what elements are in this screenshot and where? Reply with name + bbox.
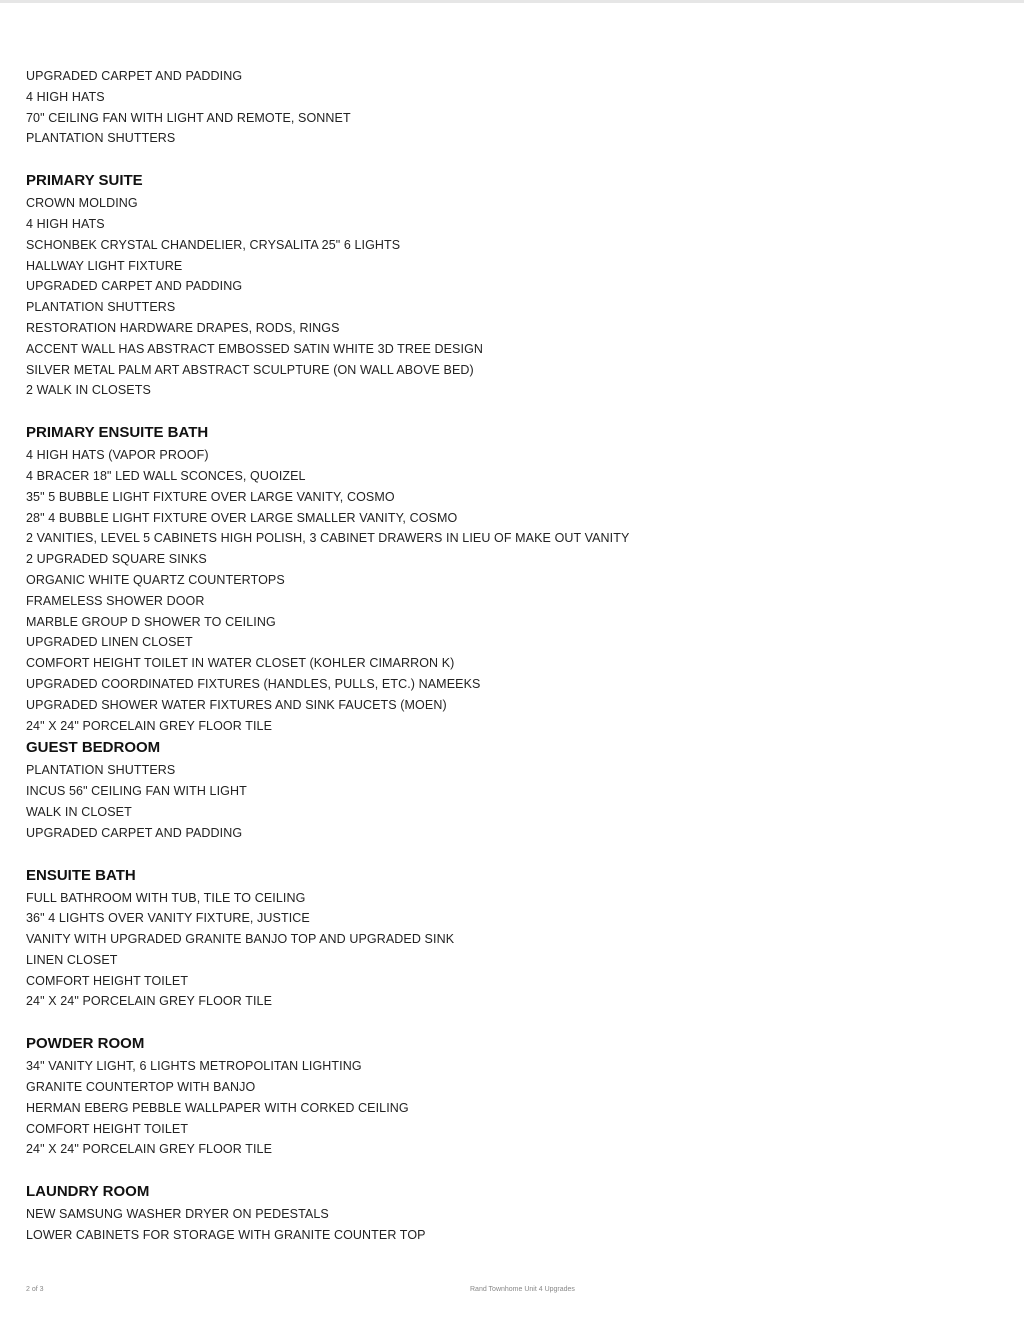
section-powder-room [26,1032,986,1160]
section-primary-ensuite-bath [26,421,986,736]
list-item: 28" 4 BUBBLE LIGHT FIXTURE OVER LARGE SMALLER VANITY, COSMO [26,510,458,525]
document-page [26,66,986,1246]
list-item: CROWN MOLDING [26,196,138,211]
intro-list [26,66,986,149]
list-item: 2 WALK IN CLOSETS [26,383,151,398]
list-item: COMFORT HEIGHT TOILET [26,1121,189,1136]
section-laundry-room [26,1180,986,1246]
section-ensuite-bath [26,864,986,1013]
list-item: 35" 5 BUBBLE LIGHT FIXTURE OVER LARGE VANITY, COSMO [26,489,395,504]
list-item: UPGRADED COORDINATED FIXTURES (HANDLES, PULLS, ETC.) NAMEEKS [26,676,481,691]
list-item: 2 VANITIES, LEVEL 5 CABINETS HIGH POLISH, 3 CABINET DRAWERS IN LIEU OF MAKE OUT VANITY [26,531,630,546]
list-item: LINEN CLOSET [26,952,118,967]
list-item: WALK IN CLOSET [26,804,132,819]
list-item: RESTORATION HARDWARE DRAPES, RODS, RINGS [26,320,340,335]
section-heading: GUEST BEDROOM [26,739,161,757]
list-item: COMFORT HEIGHT TOILET [26,973,189,988]
section-heading: PRIMARY SUITE [26,172,143,190]
list-item: 4 HIGH HATS [26,216,105,231]
list-item: 2 UPGRADED SQUARE SINKS [26,552,207,567]
list-item: MARBLE GROUP D SHOWER TO CEILING [26,614,276,629]
list-item: 24" X 24" PORCELAIN GREY FLOOR TILE [26,1142,273,1157]
list-item: FRAMELESS SHOWER DOOR [26,593,205,608]
list-item: 4 HIGH HATS [26,89,105,104]
list-item: PLANTATION SHUTTERS [26,131,176,146]
page-number: 2 of 3 [26,1286,44,1293]
section-heading: PRIMARY ENSUITE BATH [26,424,209,442]
list-item: FULL BATHROOM WITH TUB, TILE TO CEILING [26,890,306,905]
list-item: LOWER CABINETS FOR STORAGE WITH GRANITE COUNTER TOP [26,1228,426,1243]
list-item: UPGRADED SHOWER WATER FIXTURES AND SINK FAUCETS (MOEN) [26,697,447,712]
list-item: UPGRADED CARPET AND PADDING [26,825,243,840]
list-item: 24" X 24" PORCELAIN GREY FLOOR TILE [26,718,273,733]
list-item: VANITY WITH UPGRADED GRANITE BANJO TOP AND UPGRADED SINK [26,932,455,947]
section-guest-bedroom [26,736,986,843]
list-item: 34" VANITY LIGHT, 6 LIGHTS METROPOLITAN LIGHTING [26,1059,362,1074]
list-item: COMFORT HEIGHT TOILET IN WATER CLOSET (KOHLER CIMARRON K) [26,656,455,671]
list-item: UPGRADED CARPET AND PADDING [26,69,243,83]
top-border [0,0,1024,3]
list-item: UPGRADED CARPET AND PADDING [26,279,243,294]
list-item: GRANITE COUNTERTOP WITH BANJO [26,1080,256,1095]
list-item: ORGANIC WHITE QUARTZ COUNTERTOPS [26,572,285,587]
section-heading: ENSUITE BATH [26,866,136,884]
list-item: 4 BRACER 18" LED WALL SCONCES, QUOIZEL [26,468,306,483]
section-primary-suite [26,169,986,401]
list-item: 70" CEILING FAN WITH LIGHT AND REMOTE, SONNET [26,110,351,125]
list-item: HERMAN EBERG PEBBLE WALLPAPER WITH CORKED CEILING [26,1100,409,1115]
list-item: 36" 4 LIGHTS OVER VANITY FIXTURE, JUSTICE [26,911,310,926]
list-item: SILVER METAL PALM ART ABSTRACT SCULPTURE (ON WALL ABOVE BED) [26,362,474,377]
list-item: HALLWAY LIGHT FIXTURE [26,258,183,273]
section-heading: POWDER ROOM [26,1035,145,1053]
section-heading: LAUNDRY ROOM [26,1183,150,1201]
list-item: PLANTATION SHUTTERS [26,763,176,778]
list-item: NEW SAMSUNG WASHER DRYER ON PEDESTALS [26,1207,329,1222]
list-item: 24" X 24" PORCELAIN GREY FLOOR TILE [26,994,273,1009]
list-item: INCUS 56" CEILING FAN WITH LIGHT [26,784,247,799]
list-item: PLANTATION SHUTTERS [26,300,176,315]
list-item: 4 HIGH HATS (VAPOR PROOF) [26,448,209,463]
list-item: SCHONBEK CRYSTAL CHANDELIER, CRYSALITA 25" 6 LIGHTS [26,237,401,252]
document-footer-title: Rand Townhome Unit 4 Upgrades [470,1286,575,1293]
list-item: UPGRADED LINEN CLOSET [26,635,193,650]
list-item: ACCENT WALL HAS ABSTRACT EMBOSSED SATIN WHITE 3D TREE DESIGN [26,341,484,356]
